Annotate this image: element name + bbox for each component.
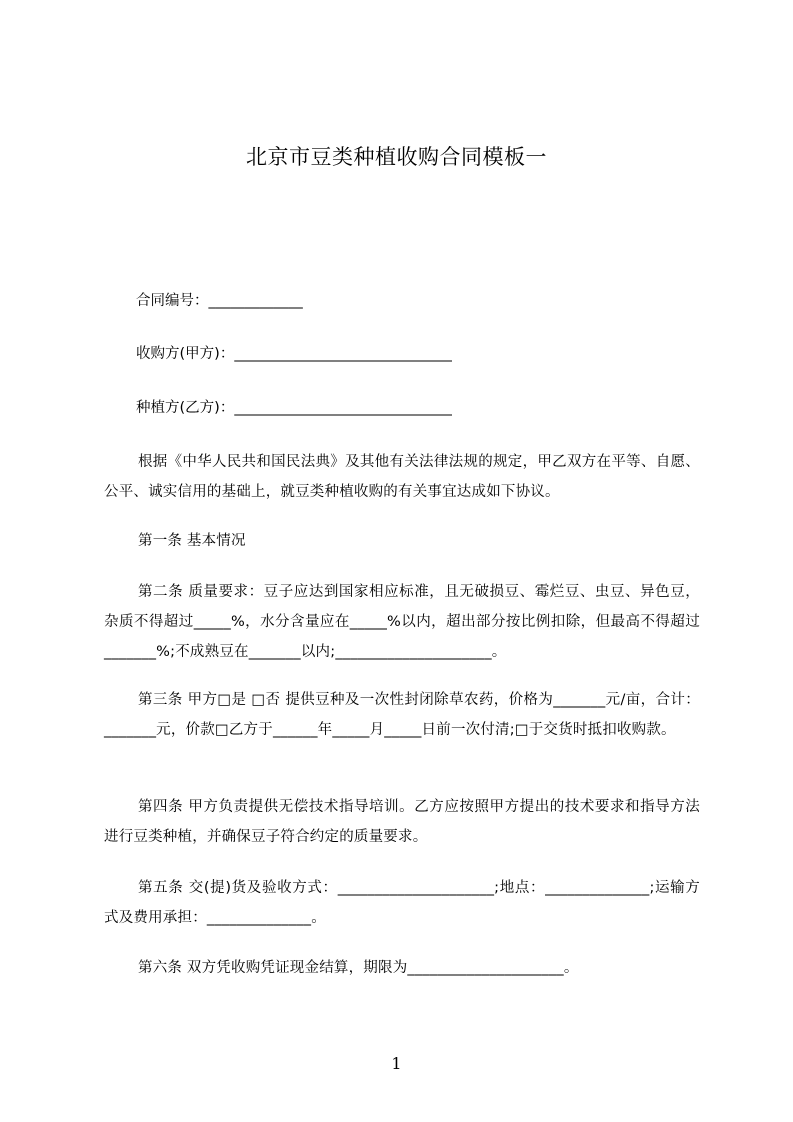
page-number: 1 <box>391 1054 402 1073</box>
article-1-heading: 第一条 基本情况 <box>138 533 246 549</box>
article-5-paragraph: 第五条 交(提)货及验收方式：_____________________;地点：______________;运输方式及费用承担：______________。 <box>104 880 700 926</box>
article-2-paragraph: 第二条 质量要求：豆子应达到国家相应标准，且无破损豆、霉烂豆、虫豆、异色豆，杂质不得超过_____%，水分含量应在_____%以内，超出部分按比例扣除，但最高不得超过_______%;不成熟豆在_______以内;_____________________。 <box>104 584 700 660</box>
article-6-paragraph: 第六条 双方凭收购凭证现金结算，期限为_____________________。 <box>138 960 579 976</box>
article-3-paragraph: 第三条 甲方□是 □否 提供豆种及一次性封闭除草农药，价格为_______元/亩，合计：_______元，价款□乙方于______年_____月_____日前一次付清;□于交货时抵扣收购款。 <box>104 692 700 738</box>
grower-field: 种植方(乙方)：______________________________ <box>136 400 452 416</box>
contract-number-field: 合同编号：_____________ <box>136 293 303 309</box>
buyer-field: 收购方(甲方)：______________________________ <box>136 346 452 362</box>
document-title: 北京市豆类种植收购合同模板一 <box>246 145 547 169</box>
article-4-paragraph: 第四条 甲方负责提供无偿技术指导培训。乙方应按照甲方提出的技术要求和指导方法进行豆类种植，并确保豆子符合约定的质量要求。 <box>104 799 700 845</box>
intro-paragraph: 根据《中华人民共和国民法典》及其他有关法律法规的规定，甲乙双方在平等、自愿、公平、诚实信用的基础上，就豆类种植收购的有关事宜达成如下协议。 <box>104 454 700 500</box>
